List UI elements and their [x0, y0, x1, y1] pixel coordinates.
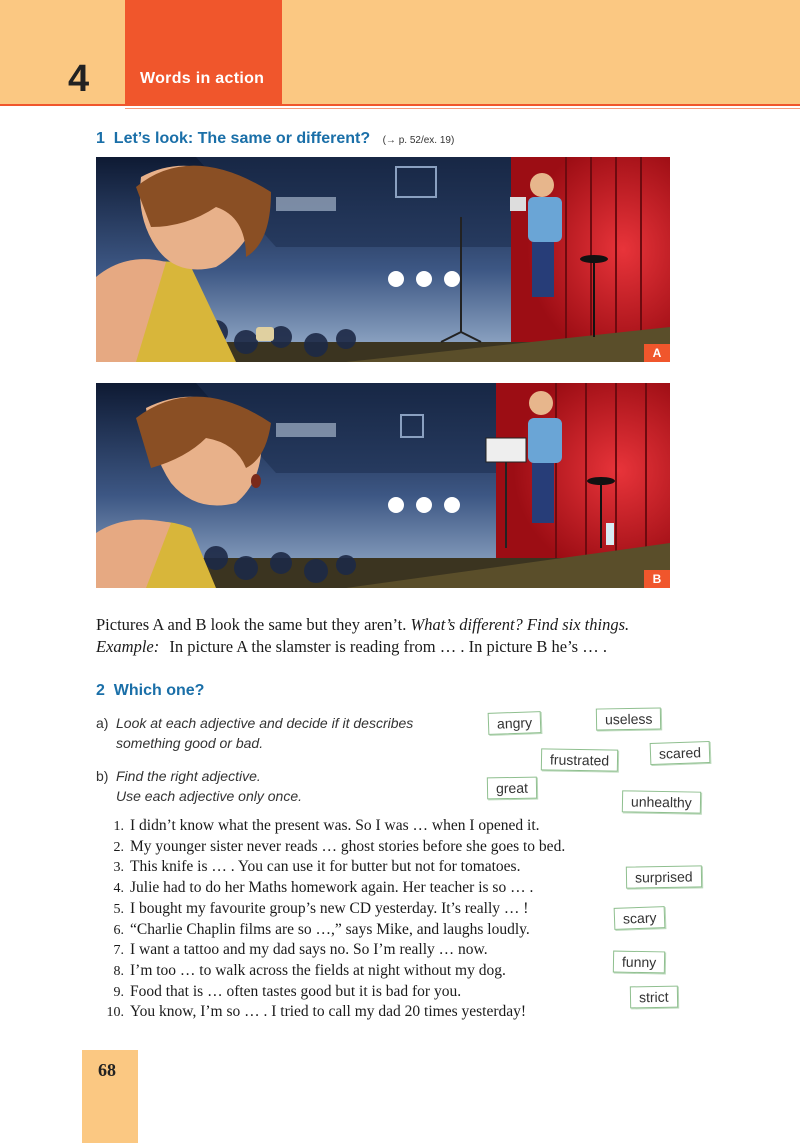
- sentence-item: 5. I bought my favourite group’s new CD yesterday. It’s really … !: [113, 899, 529, 917]
- word-card-unhealthy: unhealthy: [622, 790, 701, 813]
- page-number: 68: [98, 1060, 116, 1080]
- word-card-surprised: surprised: [626, 865, 702, 888]
- chapter-title-box: [125, 0, 282, 104]
- section-1-number: 1: [96, 130, 105, 147]
- word-card-great: great: [487, 777, 537, 800]
- sentence-item: 10. You know, I’m so … . I tried to call my dad 20 times yesterday!: [106, 1003, 527, 1021]
- chapter-number-box: [0, 0, 125, 104]
- picture-a-illustration: [96, 157, 670, 362]
- picture-b-label: B: [644, 570, 670, 588]
- task-b-line1: Find the right adjective.: [116, 768, 261, 784]
- task-a-line2: something good or bad.: [116, 735, 264, 751]
- task-a-letter: a): [96, 715, 109, 731]
- word-card-scared: scared: [650, 741, 711, 765]
- section-2-number: 2: [96, 682, 105, 699]
- sentence-item: 7. I want a tattoo and my dad says no. So I’m really … now.: [113, 941, 488, 959]
- word-card-funny: funny: [613, 951, 666, 974]
- word-card-angry: angry: [488, 711, 542, 735]
- picture-b-illustration: [96, 383, 670, 588]
- section-2-heading: [96, 682, 204, 700]
- word-card-frustrated: frustrated: [541, 748, 619, 771]
- instruction-plain: Pictures A and B look the same but they aren’t.: [96, 615, 407, 634]
- instruction-italic: What’s different? Find six things.: [410, 615, 630, 634]
- task-b: [96, 766, 476, 806]
- sentence-item: 3. This knife is … . You can use it for butter but not for tomatoes.: [113, 858, 521, 876]
- task-a: [96, 713, 476, 753]
- picture-a: [96, 157, 670, 362]
- sentence-item: 9. Food that is … often tastes good but it is bad for you.: [113, 982, 462, 1000]
- section-1-reference: (→ p. 52/ex. 19): [382, 135, 455, 146]
- example-text: In picture A the slamster is reading from … . In picture B he’s … .: [169, 637, 607, 656]
- picture-a-label: A: [644, 344, 670, 362]
- sentence-item: 2. My younger sister never reads … ghost stories before she goes to bed.: [113, 837, 566, 855]
- task-b-line2: Use each adjective only once.: [116, 788, 302, 804]
- word-card-scary: scary: [614, 906, 666, 930]
- sentence-list: [96, 816, 636, 1023]
- sentence-item: 4. Julie had to do her Maths homework again. Her teacher is so … .: [113, 879, 534, 897]
- header-rule: [0, 104, 800, 106]
- word-card-useless: useless: [596, 707, 662, 730]
- example-label: Example:: [96, 637, 160, 656]
- section-1-title: Let’s look: The same or different?: [113, 130, 371, 147]
- header-rule-thin: [125, 108, 800, 109]
- chapter-number: 4: [68, 58, 90, 100]
- word-card-strict: strict: [630, 986, 678, 1009]
- chapter-title: Words in action: [140, 70, 265, 87]
- task-a-line1: Look at each adjective and decide if it describes: [116, 715, 414, 731]
- section-1-example: [96, 636, 736, 658]
- section-1-instruction: [96, 614, 736, 636]
- picture-b: [96, 383, 670, 588]
- sentence-item: 1. I didn’t know what the present was. So I was … when I opened it.: [113, 817, 540, 834]
- section-1-heading: [96, 130, 454, 148]
- sentence-item: 6. “Charlie Chaplin films are so …,” says Mike, and laughs loudly.: [113, 920, 530, 938]
- task-b-letter: b): [96, 768, 109, 784]
- section-2-title: Which one?: [113, 682, 205, 699]
- sentence-item: 8. I’m too … to walk across the fields at night without my dog.: [113, 961, 506, 979]
